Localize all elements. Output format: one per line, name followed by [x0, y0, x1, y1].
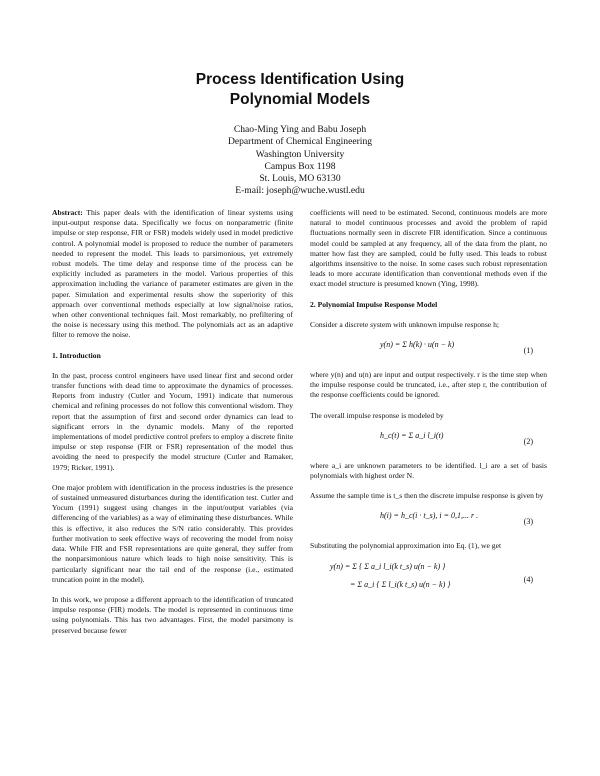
author-university: Washington University: [255, 148, 345, 160]
right-paragraph-1: Consider a discrete system with unknown impulse response h;: [310, 319, 499, 329]
abstract-text: This paper deals with the identification of linear systems using input-output response data. Specifically we focus on nonparametric (finite impulse or step response, FIR or FSR) models widely used in model predictive control. A polynomial model is proposed to reduce the number of parameters needed to represent the model. This leads to parsimonious, yet extremely robust models. The time delay and response time of the process can be explicitly included as parameters in the model. Various properties of this approximation including the variance of parameter estimates are given in the paper. Simulation and experimental results show the superiority of this approach over conventional methods especially at low signal/noise ratios, when other conventional techniques fail. Most remarkably, no prefiltering of the noise is necessary using this method. The polynomials act as an adaptive filter to remove the noise.: [52, 208, 293, 340]
intro-heading: 1. Introduction: [52, 350, 101, 360]
author-department: Department of Chemical Engineering: [227, 136, 373, 148]
equation-4-line-1: y(n) = Σ { Σ a_i l_i(k t_s) u(n − k) }: [330, 561, 446, 571]
title-line-2: Polynomial Models: [229, 91, 371, 108]
intro-paragraph-2: One major problem with identification in the process industries is the presence of sustained unmeasured disturbances during the identification test. Cutler and Yocum (1991) suggest using changes in the input/output variables (via differencing of the variables) as a way of eliminating these disturbances. While this is effective, it also reduces the S/N ratio considerably. This provides further motivation to seek effective ways of recovering the model from noisy data. While FIR and FSR representations are quite general, they suffer from the nonparsimonious nature which leads to high noise sensitivity. This is particularly significant near the tail end of the response (i.e., estimated truncation point in the model).: [52, 482, 293, 584]
equation-3-number: (3): [523, 517, 533, 527]
equation-3-body: h(i) = h_c(i · t_s), i = 0,1,... r .: [380, 511, 479, 521]
equation-1-number: (1): [523, 346, 533, 356]
equation-3: [310, 511, 547, 533]
equation-2: [310, 431, 547, 453]
equation-1-body: y(n) = Σ h(k) · u(n − k): [380, 340, 455, 350]
author-names: Chao-Ming Ying and Babu Joseph: [233, 124, 367, 135]
equation-2-body: h_c(t) = Σ a_i l_i(t): [380, 430, 444, 440]
author-email: E-mail: joseph@wuche.wustl.edu: [235, 185, 365, 197]
right-paragraph-4: where a_i are unknown parameters to be identified. l_i are a set of basis polynomials with highest order N.: [310, 460, 547, 481]
right-paragraph-2: where y(n) and u(n) are input and output respectively. r is the time step when the impulse response could be truncated, i.e., after step r, the contribution of the response coefficients could be ignored.: [310, 370, 547, 400]
author-block: [0, 124, 600, 198]
section-2-heading: 2. Polynomial Impulse Response Model: [310, 299, 438, 309]
paper-title: [0, 70, 600, 110]
title-line-1: Process Identification Using: [195, 71, 405, 88]
equation-4: [310, 562, 547, 598]
right-paragraph-5: Assume the sample time is t_s then the discrete impulse response is given by: [310, 491, 544, 501]
right-paragraph-3: The overall impulse response is modeled by: [310, 410, 444, 420]
equation-4-number: (4): [523, 574, 533, 584]
equation-4-line-2: = Σ a_i { Σ l_i(k t_s) u(n − k) }: [350, 579, 451, 589]
intro-paragraph-3: In this work, we propose a different approach to the identification of truncated impulse response (FIR) models. The model is represented in continuous time using polynomials. This has two advantages. First, the model parsimony is preserved because fewer: [52, 594, 293, 635]
equation-2-number: (2): [523, 436, 533, 446]
right-paragraph-0: coefficients will need to be estimated. Second, continuous models are more natural to model continuous processes and avoid the problem of rapid fluctuations normally seen in discrete FIR identification. Since a continuous model could be sampled at any frequency, all of the data from the plant, no matter how fast they are sampled, could be fully used. This leads to robust algorithms insensitive to the noise. In some cases such robust representation leads to more accurate identification than conventional methods even if the exact model structure is presumed known (Ying, 1998).: [310, 208, 547, 289]
author-box: Campus Box 1198: [264, 160, 336, 172]
intro-paragraph-1: In the past, process control engineers have used linear first and second order transfer functions with dead time to approximate the dynamics of processes. Reports from industry (Cutler and Yocum, 1991) indicate that numerous chemical and refining processes do not follow this conventional wisdom. They report that the assumption of first and second order dynamics can lead to significant errors in the dynamic models. Many of the reported implementations of model predictive control prefers to employ a discrete finite impulse or step response (FIR or FSR) representation of the model thus avoiding the need to prespecify the model structure (Cutler and Ramaker, 1979; Ricker, 1991).: [52, 370, 293, 472]
abstract: [52, 208, 293, 341]
abstract-label: Abstract:: [52, 208, 83, 217]
right-column: [310, 208, 547, 606]
equation-1: [310, 340, 547, 362]
right-paragraph-6: Substituting the polynomial approximation into Eq. (1), we get: [310, 541, 502, 551]
left-column: [52, 208, 293, 646]
author-city: St. Louis, MO 63130: [259, 173, 341, 185]
